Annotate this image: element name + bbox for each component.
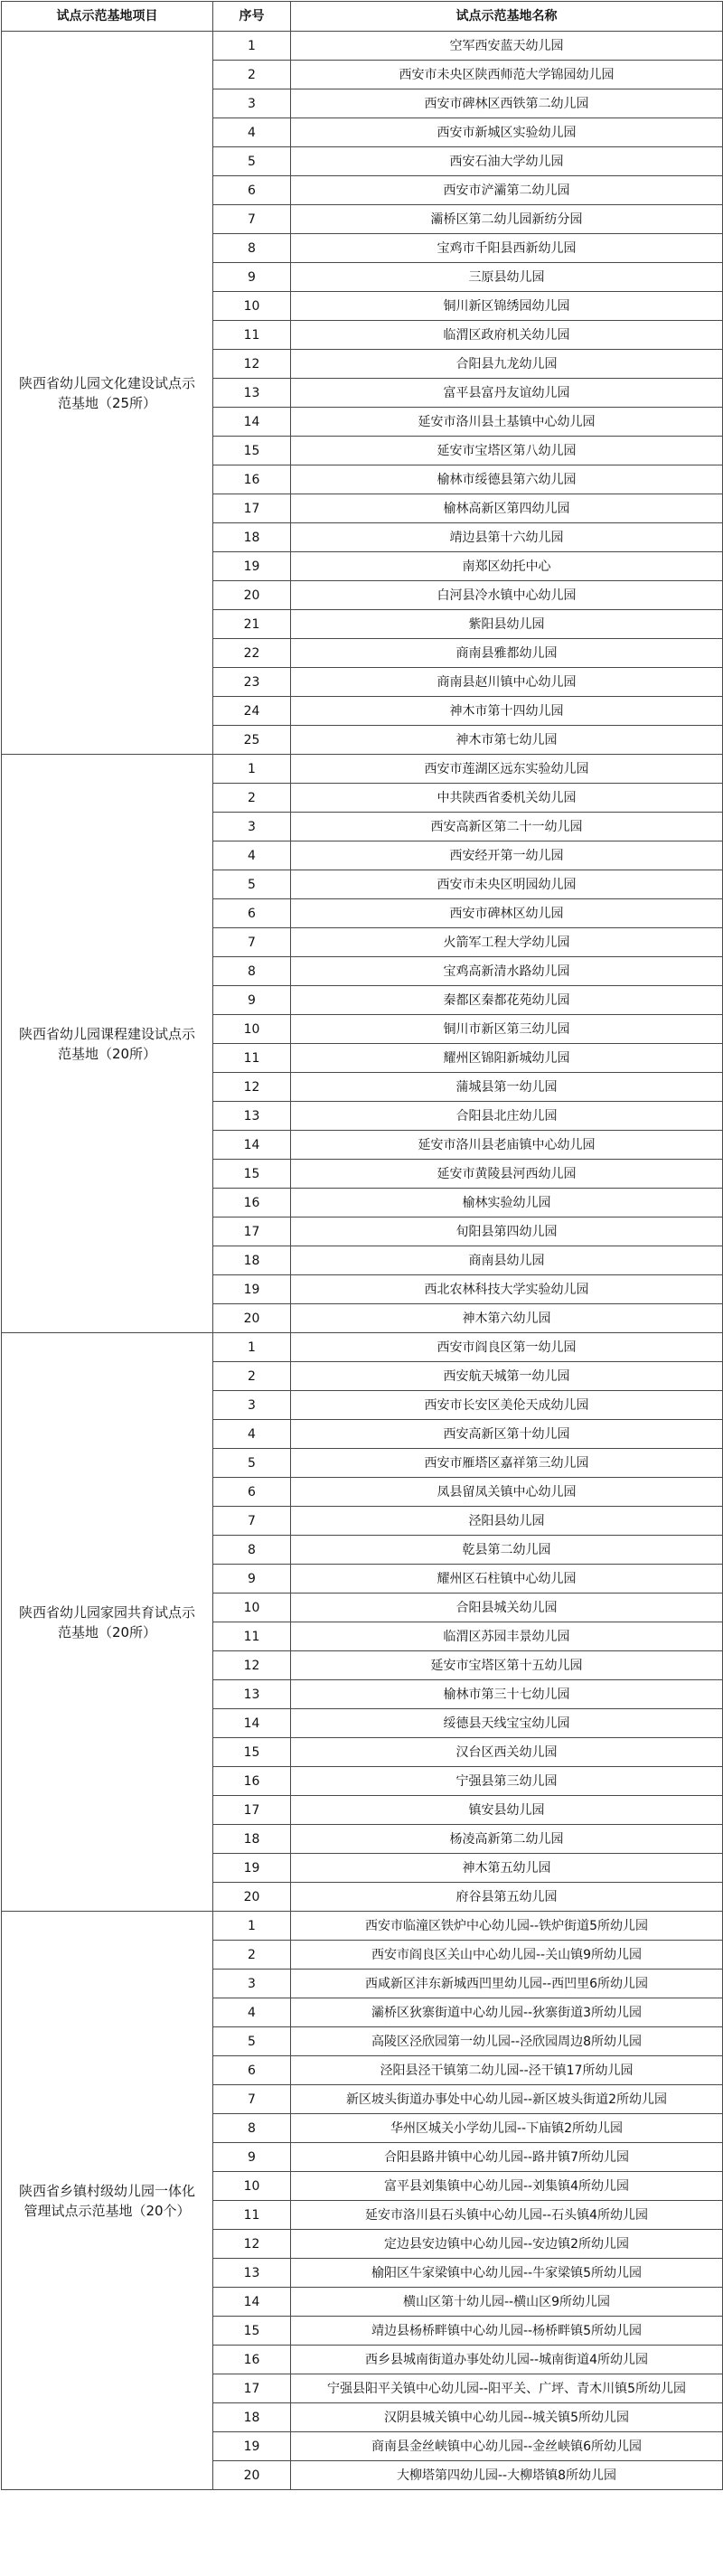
seq-cell: 18 — [213, 2403, 291, 2432]
seq-cell: 2 — [213, 784, 291, 813]
base-name-cell: 西安市碑林区幼儿园 — [291, 899, 723, 928]
seq-cell: 14 — [213, 1709, 291, 1738]
base-name-cell: 商南县赵川镇中心幼儿园 — [291, 668, 723, 697]
seq-cell: 1 — [213, 755, 291, 784]
seq-cell: 11 — [213, 321, 291, 350]
seq-cell: 14 — [213, 2288, 291, 2317]
seq-cell: 3 — [213, 1391, 291, 1420]
base-name-cell: 西安市长安区美伦天成幼儿园 — [291, 1391, 723, 1420]
base-name-cell: 延安市洛川县土基镇中心幼儿园 — [291, 408, 723, 437]
seq-cell: 11 — [213, 1044, 291, 1073]
seq-cell: 10 — [213, 292, 291, 321]
seq-cell: 15 — [213, 437, 291, 465]
base-name-cell: 汉台区西关幼儿园 — [291, 1738, 723, 1767]
base-name-cell: 西安高新区第十幼儿园 — [291, 1420, 723, 1449]
seq-cell: 14 — [213, 408, 291, 437]
seq-cell: 5 — [213, 1449, 291, 1478]
base-name-cell: 宁强县阳平关镇中心幼儿园--阳平关、广坪、青木川镇5所幼儿园 — [291, 2374, 723, 2403]
seq-cell: 15 — [213, 1160, 291, 1189]
seq-cell: 20 — [213, 1304, 291, 1333]
base-name-cell: 杨凌高新第二幼儿园 — [291, 1825, 723, 1854]
seq-cell: 4 — [213, 118, 291, 147]
base-name-cell: 华州区城关小学幼儿园--下庙镇2所幼儿园 — [291, 2114, 723, 2143]
base-name-cell: 靖边县杨桥畔镇中心幼儿园--杨桥畔镇5所幼儿园 — [291, 2317, 723, 2346]
seq-cell: 13 — [213, 1680, 291, 1709]
demo-base-table — [1, 1, 723, 2490]
seq-cell: 7 — [213, 2085, 291, 2114]
base-name-cell: 耀州区锦阳新城幼儿园 — [291, 1044, 723, 1073]
seq-cell: 13 — [213, 1102, 291, 1131]
seq-cell: 1 — [213, 1333, 291, 1362]
base-name-cell: 凤县留凤关镇中心幼儿园 — [291, 1478, 723, 1507]
seq-cell: 6 — [213, 899, 291, 928]
base-name-cell: 宝鸡高新清水路幼儿园 — [291, 957, 723, 986]
base-name-cell: 榆林高新区第四幼儿园 — [291, 494, 723, 523]
base-name-cell: 合阳县北庄幼儿园 — [291, 1102, 723, 1131]
table-row — [2, 1912, 723, 1941]
seq-cell: 25 — [213, 726, 291, 755]
seq-cell: 14 — [213, 1131, 291, 1160]
seq-cell: 9 — [213, 2143, 291, 2172]
base-name-cell: 三原县幼儿园 — [291, 263, 723, 292]
base-name-cell: 延安市宝塔区第十五幼儿园 — [291, 1651, 723, 1680]
seq-cell: 8 — [213, 234, 291, 263]
seq-cell: 1 — [213, 1912, 291, 1941]
header-row — [2, 2, 723, 32]
base-name-cell: 神木第五幼儿园 — [291, 1854, 723, 1883]
seq-cell: 17 — [213, 1796, 291, 1825]
base-name-cell: 延安市洛川县石头镇中心幼儿园--石头镇4所幼儿园 — [291, 2201, 723, 2230]
seq-cell: 2 — [213, 1362, 291, 1391]
seq-cell: 11 — [213, 1622, 291, 1651]
seq-cell: 10 — [213, 2172, 291, 2201]
base-name-cell: 火箭军工程大学幼儿园 — [291, 928, 723, 957]
base-name-cell: 中共陕西省委机关幼儿园 — [291, 784, 723, 813]
header-seq: 序号 — [213, 2, 291, 32]
seq-cell: 19 — [213, 1275, 291, 1304]
seq-cell: 20 — [213, 581, 291, 610]
seq-cell: 8 — [213, 1536, 291, 1565]
base-name-cell: 合阳县路井镇中心幼儿园--路井镇7所幼儿园 — [291, 2143, 723, 2172]
seq-cell: 16 — [213, 2346, 291, 2374]
base-name-cell: 横山区第十幼儿园--横山区9所幼儿园 — [291, 2288, 723, 2317]
base-name-cell: 延安市黄陵县河西幼儿园 — [291, 1160, 723, 1189]
base-name-cell: 商南县金丝峡镇中心幼儿园--金丝峡镇6所幼儿园 — [291, 2432, 723, 2461]
seq-cell: 16 — [213, 1767, 291, 1796]
base-name-cell: 南郑区幼托中心 — [291, 552, 723, 581]
base-name-cell: 商南县雅都幼儿园 — [291, 639, 723, 668]
base-name-cell: 神木市第十四幼儿园 — [291, 697, 723, 726]
base-name-cell: 汉阴县城关镇中心幼儿园--城关镇5所幼儿园 — [291, 2403, 723, 2432]
seq-cell: 7 — [213, 1507, 291, 1536]
base-name-cell: 泾阳县幼儿园 — [291, 1507, 723, 1536]
seq-cell: 16 — [213, 1189, 291, 1217]
base-name-cell: 绥德县天线宝宝幼儿园 — [291, 1709, 723, 1738]
base-name-cell: 西安市莲湖区远东实验幼儿园 — [291, 755, 723, 784]
seq-cell: 6 — [213, 2056, 291, 2085]
seq-cell: 19 — [213, 2432, 291, 2461]
base-name-cell: 榆林实验幼儿园 — [291, 1189, 723, 1217]
base-name-cell: 西安市未央区陕西师范大学锦园幼儿园 — [291, 61, 723, 89]
base-name-cell: 泾阳县泾干镇第二幼儿园--泾干镇17所幼儿园 — [291, 2056, 723, 2085]
seq-cell: 18 — [213, 523, 291, 552]
seq-cell: 8 — [213, 957, 291, 986]
base-name-cell: 延安市洛川县老庙镇中心幼儿园 — [291, 1131, 723, 1160]
seq-cell: 6 — [213, 176, 291, 205]
seq-cell: 7 — [213, 205, 291, 234]
base-name-cell: 富平县富丹友谊幼儿园 — [291, 379, 723, 408]
base-name-cell: 西北农林科技大学实验幼儿园 — [291, 1275, 723, 1304]
base-name-cell: 西安市新城区实验幼儿园 — [291, 118, 723, 147]
base-name-cell: 西安石油大学幼儿园 — [291, 147, 723, 176]
base-name-cell: 西乡县城南街道办事处幼儿园--城南街道4所幼儿园 — [291, 2346, 723, 2374]
category-cell: 陕西省乡镇村级幼儿园一体化管理试点示范基地（20个） — [2, 1912, 213, 2490]
seq-cell: 12 — [213, 2230, 291, 2259]
seq-cell: 4 — [213, 1998, 291, 2027]
seq-cell: 3 — [213, 89, 291, 118]
seq-cell: 22 — [213, 639, 291, 668]
base-name-cell: 灞桥区第二幼儿园新纺分园 — [291, 205, 723, 234]
seq-cell: 19 — [213, 552, 291, 581]
header-project: 试点示范基地项目 — [2, 2, 213, 32]
seq-cell: 8 — [213, 2114, 291, 2143]
category-cell: 陕西省幼儿园课程建设试点示范基地（20所） — [2, 755, 213, 1333]
table-body — [2, 32, 723, 2490]
base-name-cell: 西安市临潼区铁炉中心幼儿园--铁炉街道5所幼儿园 — [291, 1912, 723, 1941]
base-name-cell: 西安航天城第一幼儿园 — [291, 1362, 723, 1391]
category-cell: 陕西省幼儿园文化建设试点示范基地（25所） — [2, 32, 213, 755]
seq-cell: 23 — [213, 668, 291, 697]
base-name-cell: 新区坡头街道办事处中心幼儿园--新区坡头街道2所幼儿园 — [291, 2085, 723, 2114]
seq-cell: 20 — [213, 2461, 291, 2490]
seq-cell: 9 — [213, 263, 291, 292]
seq-cell: 11 — [213, 2201, 291, 2230]
seq-cell: 9 — [213, 986, 291, 1015]
base-name-cell: 富平县刘集镇中心幼儿园--刘集镇4所幼儿园 — [291, 2172, 723, 2201]
base-name-cell: 榆林市绥德县第六幼儿园 — [291, 465, 723, 494]
base-name-cell: 西安市碑林区西铁第二幼儿园 — [291, 89, 723, 118]
base-name-cell: 宁强县第三幼儿园 — [291, 1767, 723, 1796]
seq-cell: 1 — [213, 32, 291, 61]
seq-cell: 18 — [213, 1246, 291, 1275]
base-name-cell: 神木市第七幼儿园 — [291, 726, 723, 755]
table-row — [2, 755, 723, 784]
seq-cell: 21 — [213, 610, 291, 639]
base-name-cell: 延安市宝塔区第八幼儿园 — [291, 437, 723, 465]
seq-cell: 5 — [213, 147, 291, 176]
seq-cell: 17 — [213, 1217, 291, 1246]
seq-cell: 3 — [213, 813, 291, 841]
base-name-cell: 榆阳区牛家梁镇中心幼儿园--牛家梁镇5所幼儿园 — [291, 2259, 723, 2288]
seq-cell: 12 — [213, 1651, 291, 1680]
category-cell: 陕西省幼儿园家园共育试点示范基地（20所） — [2, 1333, 213, 1912]
base-name-cell: 灞桥区狄寨街道中心幼儿园--狄寨街道3所幼儿园 — [291, 1998, 723, 2027]
seq-cell: 13 — [213, 2259, 291, 2288]
seq-cell: 2 — [213, 61, 291, 89]
base-name-cell: 商南县幼儿园 — [291, 1246, 723, 1275]
base-name-cell: 西安市浐灞第二幼儿园 — [291, 176, 723, 205]
table-row — [2, 1333, 723, 1362]
base-name-cell: 空军西安蓝天幼儿园 — [291, 32, 723, 61]
seq-cell: 3 — [213, 1970, 291, 1998]
base-name-cell: 西安经开第一幼儿园 — [291, 841, 723, 870]
seq-cell: 17 — [213, 494, 291, 523]
base-name-cell: 西安高新区第二十一幼儿园 — [291, 813, 723, 841]
base-name-cell: 白河县冷水镇中心幼儿园 — [291, 581, 723, 610]
header-name: 试点示范基地名称 — [291, 2, 723, 32]
base-name-cell: 西安市阎良区关山中心幼儿园--关山镇9所幼儿园 — [291, 1941, 723, 1970]
base-name-cell: 神木第六幼儿园 — [291, 1304, 723, 1333]
base-name-cell: 耀州区石柱镇中心幼儿园 — [291, 1565, 723, 1594]
base-name-cell: 铜川新区锦绣园幼儿园 — [291, 292, 723, 321]
seq-cell: 16 — [213, 465, 291, 494]
seq-cell: 13 — [213, 379, 291, 408]
base-name-cell: 乾县第二幼儿园 — [291, 1536, 723, 1565]
seq-cell: 2 — [213, 1941, 291, 1970]
seq-cell: 12 — [213, 350, 291, 379]
seq-cell: 5 — [213, 870, 291, 899]
seq-cell: 15 — [213, 1738, 291, 1767]
base-name-cell: 大柳塔第四幼儿园--大柳塔镇8所幼儿园 — [291, 2461, 723, 2490]
seq-cell: 4 — [213, 1420, 291, 1449]
seq-cell: 18 — [213, 1825, 291, 1854]
base-name-cell: 府谷县第五幼儿园 — [291, 1883, 723, 1912]
base-name-cell: 靖边县第十六幼儿园 — [291, 523, 723, 552]
base-name-cell: 临渭区苏园丰景幼儿园 — [291, 1622, 723, 1651]
seq-cell: 5 — [213, 2027, 291, 2056]
seq-cell: 10 — [213, 1594, 291, 1622]
base-name-cell: 高陵区泾欣园第一幼儿园--泾欣园周边8所幼儿园 — [291, 2027, 723, 2056]
seq-cell: 17 — [213, 2374, 291, 2403]
base-name-cell: 镇安县幼儿园 — [291, 1796, 723, 1825]
seq-cell: 20 — [213, 1883, 291, 1912]
base-name-cell: 定边县安边镇中心幼儿园--安边镇2所幼儿园 — [291, 2230, 723, 2259]
base-name-cell: 西安市未央区明园幼儿园 — [291, 870, 723, 899]
base-name-cell: 紫阳县幼儿园 — [291, 610, 723, 639]
base-name-cell: 旬阳县第四幼儿园 — [291, 1217, 723, 1246]
seq-cell: 7 — [213, 928, 291, 957]
base-name-cell: 蒲城县第一幼儿园 — [291, 1073, 723, 1102]
seq-cell: 4 — [213, 841, 291, 870]
seq-cell: 12 — [213, 1073, 291, 1102]
base-name-cell: 宝鸡市千阳县西新幼儿园 — [291, 234, 723, 263]
base-name-cell: 榆林市第三十七幼儿园 — [291, 1680, 723, 1709]
base-name-cell: 合阳县九龙幼儿园 — [291, 350, 723, 379]
table-row — [2, 32, 723, 61]
seq-cell: 19 — [213, 1854, 291, 1883]
base-name-cell: 合阳县城关幼儿园 — [291, 1594, 723, 1622]
seq-cell: 24 — [213, 697, 291, 726]
seq-cell: 15 — [213, 2317, 291, 2346]
seq-cell: 10 — [213, 1015, 291, 1044]
base-name-cell: 秦都区秦都花苑幼儿园 — [291, 986, 723, 1015]
base-name-cell: 西安市雁塔区嘉祥第三幼儿园 — [291, 1449, 723, 1478]
base-name-cell: 西安市阎良区第一幼儿园 — [291, 1333, 723, 1362]
seq-cell: 9 — [213, 1565, 291, 1594]
seq-cell: 6 — [213, 1478, 291, 1507]
base-name-cell: 西咸新区沣东新城西凹里幼儿园--西凹里6所幼儿园 — [291, 1970, 723, 1998]
base-name-cell: 临渭区政府机关幼儿园 — [291, 321, 723, 350]
base-name-cell: 铜川市新区第三幼儿园 — [291, 1015, 723, 1044]
